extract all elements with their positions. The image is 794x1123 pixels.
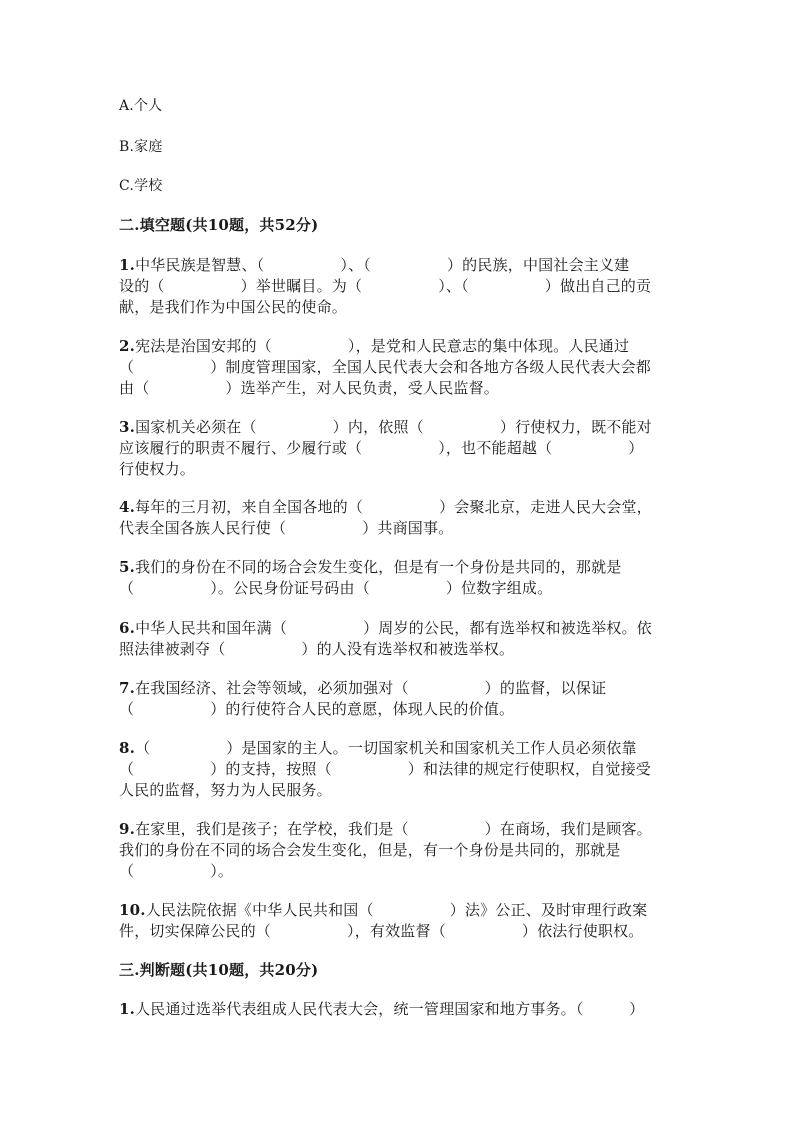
question-text: 中华人民共和国年满（ ）周岁的公民，都有选举权和被选举权。依 bbox=[135, 619, 652, 637]
fill-question-10-line-2: 件，切实保障公民的（ ），有效监督（ ）依法行使职权。 bbox=[119, 922, 644, 940]
fill-question-3-line-3: 行使权力。 bbox=[119, 460, 196, 478]
fill-question-7-line-2: （ ）的行使符合人民的意愿，体现人民的价值。 bbox=[119, 700, 515, 718]
fill-question-7-line-1 bbox=[119, 678, 679, 699]
fill-question-9-line-3: （ ）。 bbox=[119, 862, 234, 880]
option-a: A.个人 bbox=[119, 98, 163, 114]
question-number: 8. bbox=[119, 739, 136, 757]
option-b: B.家庭 bbox=[119, 139, 163, 155]
fill-question-10-line-1 bbox=[119, 900, 679, 921]
question-number: 1. bbox=[119, 1000, 136, 1018]
question-number: 2. bbox=[119, 337, 136, 355]
fill-question-8-line-2: （ ）的支持，按照（ ）和法律的规定行使职权，自觉接受 bbox=[119, 760, 652, 778]
question-number: 6. bbox=[119, 619, 136, 637]
question-text: 宪法是治国安邦的（ ），是党和人民意志的集中体现。人民通过 bbox=[135, 337, 630, 355]
fill-question-8-line-1 bbox=[119, 738, 679, 759]
fill-question-1-line-1 bbox=[119, 255, 679, 276]
fill-question-4-line-2: 代表全国各族人民行使（ ）共商国事。 bbox=[119, 519, 454, 537]
question-number: 9. bbox=[119, 820, 136, 838]
fill-question-4-line-1 bbox=[119, 497, 679, 518]
fill-question-6-line-2: 照法律被剥夺（ ）的人没有选举权和被选举权。 bbox=[119, 640, 515, 658]
fill-question-5-line-2: （ ）。公民身份证号码由（ ）位数字组成。 bbox=[119, 579, 553, 597]
question-text: 每年的三月初，来自全国各地的（ ）会聚北京，走进人民大会堂， bbox=[135, 498, 652, 516]
fill-question-1-line-3: 献，是我们作为中国公民的使命。 bbox=[119, 298, 348, 316]
fill-question-2-line-3: 由（ ）选举产生，对人民负责，受人民监督。 bbox=[119, 379, 500, 397]
fill-question-3-line-2: 应该履行的职责不履行、少履行或（ ），也不能超越（ ） bbox=[119, 439, 644, 457]
question-number: 10. bbox=[119, 901, 146, 919]
question-text: （ ）是国家的主人。一切国家机关和国家机关工作人员必须依靠 bbox=[135, 739, 637, 757]
question-number: 7. bbox=[119, 679, 136, 697]
question-text: 人民法院依据《中华人民共和国（ ）法》公正、及时审理行政案 bbox=[145, 901, 648, 919]
fill-question-5-line-1 bbox=[119, 557, 679, 578]
fill-question-9-line-1 bbox=[119, 819, 679, 840]
section-heading-fill: 二.填空题(共10题，共52分) bbox=[119, 216, 319, 234]
option-c: C.学校 bbox=[119, 178, 163, 194]
question-text: 人民通过选举代表组成人民代表大会，统一管理国家和地方事务。（ ） bbox=[135, 1000, 645, 1018]
question-number: 1. bbox=[119, 256, 136, 274]
question-text: 中华民族是智慧、（ ）、（ ）的民族，中国社会主义建 bbox=[135, 256, 630, 274]
section-heading-judge: 三.判断题(共10题，共20分) bbox=[119, 961, 319, 979]
question-text: 国家机关必须在（ ）内，依照（ ）行使权力，既不能对 bbox=[135, 418, 652, 436]
question-text: 在我国经济、社会等领域，必须加强对（ ）的监督，以保证 bbox=[135, 679, 607, 697]
question-text: 在家里，我们是孩子；在学校，我们是（ ）在商场，我们是顾客。 bbox=[135, 820, 652, 838]
judge-question-1 bbox=[119, 999, 679, 1020]
fill-question-6-line-1 bbox=[119, 618, 679, 639]
question-number: 5. bbox=[119, 558, 136, 576]
fill-question-8-line-3: 人民的监督，努力为人民服务。 bbox=[119, 781, 332, 799]
question-number: 3. bbox=[119, 418, 136, 436]
question-number: 4. bbox=[119, 498, 136, 516]
fill-question-1-line-2: 设的（ ）举世瞩目。为（ ）、（ ）做出自己的贡 bbox=[119, 277, 652, 295]
fill-question-3-line-1 bbox=[119, 417, 679, 438]
question-text: 我们的身份在不同的场合会发生变化，但是有一个身份是共同的，那就是 bbox=[135, 558, 622, 576]
fill-question-2-line-1 bbox=[119, 336, 679, 357]
fill-question-9-line-2: 我们的身份在不同的场合会发生变化，但是，有一个身份是共同的，那就是 bbox=[119, 841, 621, 859]
fill-question-2-line-2: （ ）制度管理国家，全国人民代表大会和各地方各级人民代表大会都 bbox=[119, 358, 652, 376]
